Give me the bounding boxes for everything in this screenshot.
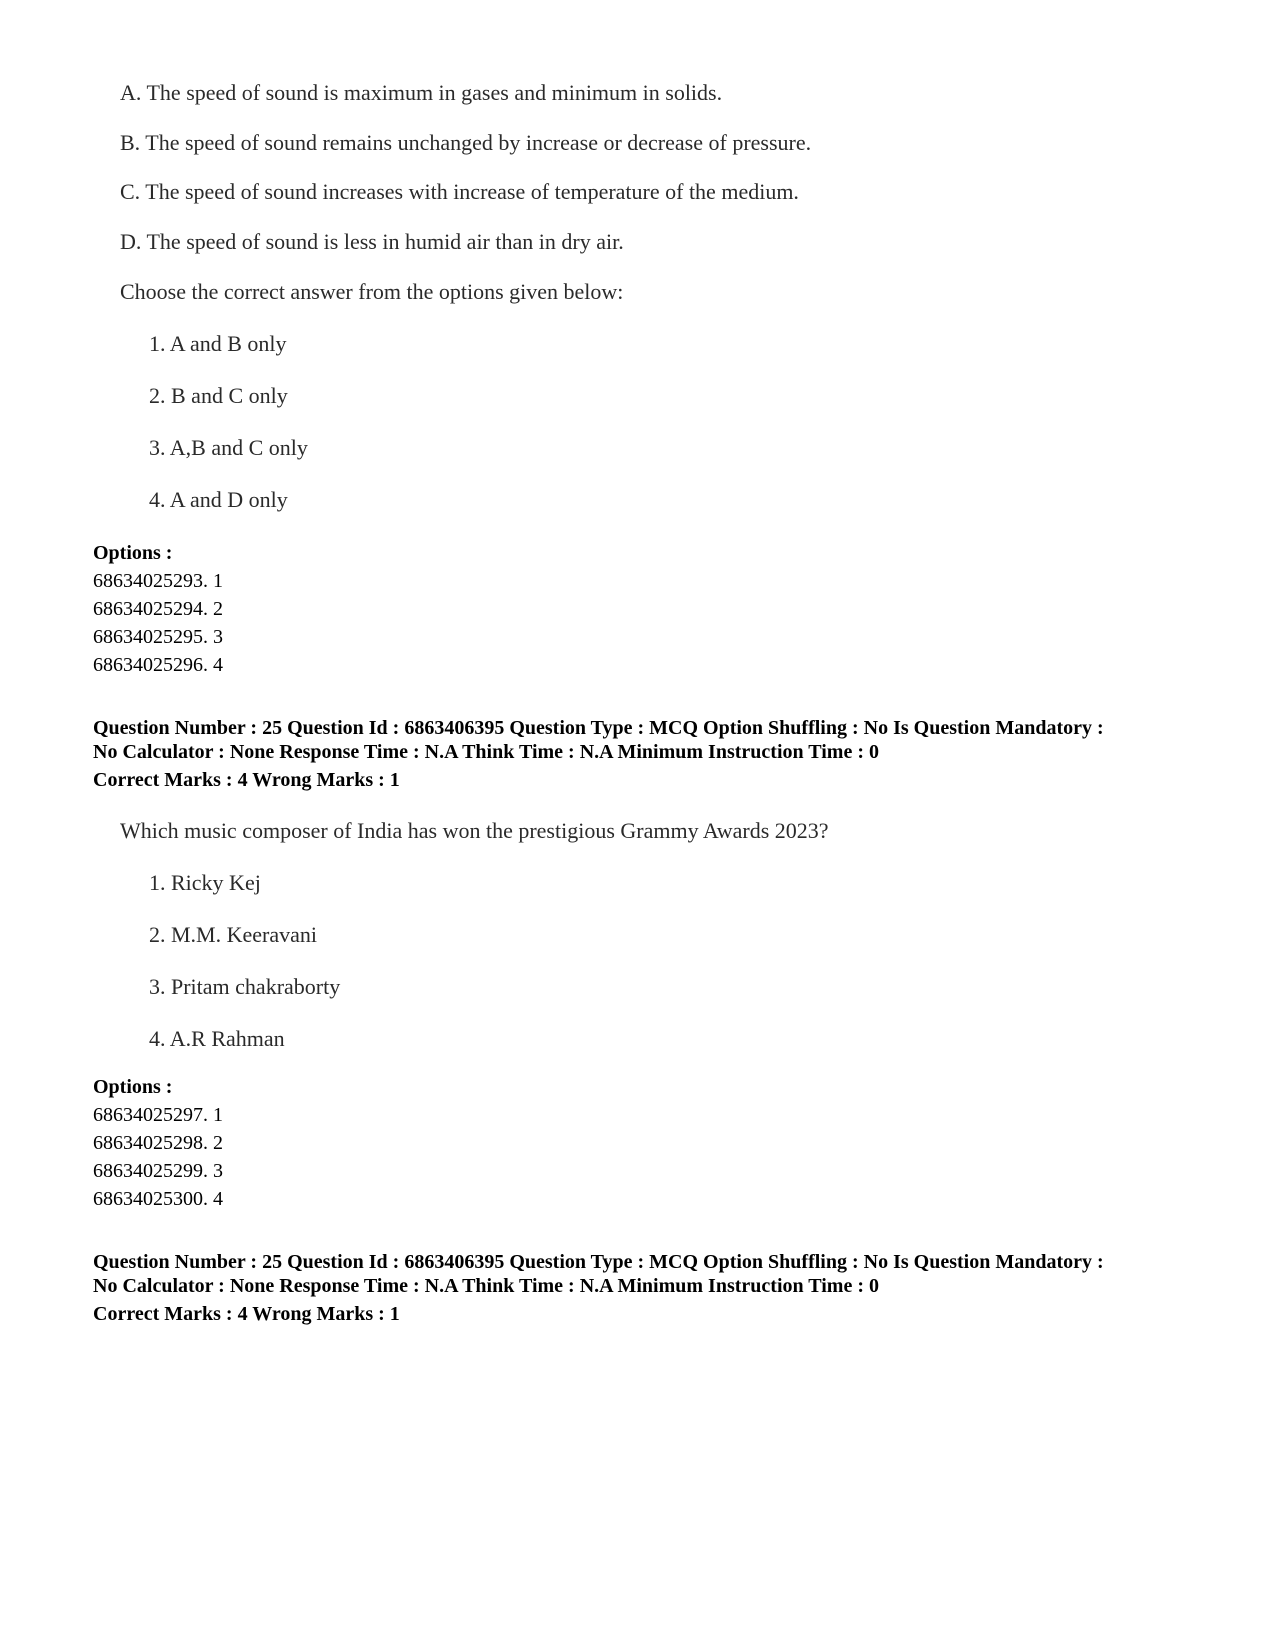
question-meta-line2: No Calculator : None Response Time : N.A Think Time : N.A Minimum Instruction Time : 0 — [93, 1275, 879, 1297]
option-line: 68634025295. 3 — [93, 626, 223, 648]
choice-item: 2. B and C only — [149, 383, 288, 408]
choice-item: 4. A and D only — [149, 487, 288, 512]
question-marks: Correct Marks : 4 Wrong Marks : 1 — [93, 1303, 400, 1325]
question-marks: Correct Marks : 4 Wrong Marks : 1 — [93, 769, 400, 791]
question-meta-line1: Question Number : 25 Question Id : 6863406395 Question Type : MCQ Option Shuffling : No Is Question Mandatory : — [93, 717, 1104, 739]
option-line: 68634025293. 1 — [93, 570, 223, 592]
option-line: 68634025298. 2 — [93, 1132, 223, 1154]
option-line: 68634025299. 3 — [93, 1160, 223, 1182]
choice-item: 1. Ricky Kej — [149, 870, 261, 895]
statement-c: C. The speed of sound increases with increase of temperature of the medium. — [120, 179, 799, 204]
option-line: 68634025296. 4 — [93, 654, 223, 676]
question-meta-line1: Question Number : 25 Question Id : 6863406395 Question Type : MCQ Option Shuffling : No Is Question Mandatory : — [93, 1251, 1104, 1273]
options-label: Options : — [93, 542, 173, 564]
option-line: 68634025297. 1 — [93, 1104, 223, 1126]
option-line: 68634025294. 2 — [93, 598, 223, 620]
statement-d: D. The speed of sound is less in humid air than in dry air. — [120, 229, 624, 254]
choice-item: 4. A.R Rahman — [149, 1026, 285, 1051]
choice-item: 3. Pritam chakraborty — [149, 974, 341, 999]
choice-item: 2. M.M. Keeravani — [149, 922, 318, 947]
statement-a: A. The speed of sound is maximum in gases and minimum in solids. — [120, 80, 723, 105]
choice-item: 1. A and B only — [149, 331, 287, 356]
choice-item: 3. A,B and C only — [149, 435, 308, 460]
instruction-text: Choose the correct answer from the options given below: — [120, 279, 624, 304]
option-line: 68634025300. 4 — [93, 1188, 223, 1210]
question-meta-line2: No Calculator : None Response Time : N.A Think Time : N.A Minimum Instruction Time : 0 — [93, 741, 879, 763]
options-label: Options : — [93, 1076, 173, 1098]
question-text: Which music composer of India has won the prestigious Grammy Awards 2023? — [120, 818, 829, 843]
statement-b: B. The speed of sound remains unchanged by increase or decrease of pressure. — [120, 130, 812, 155]
